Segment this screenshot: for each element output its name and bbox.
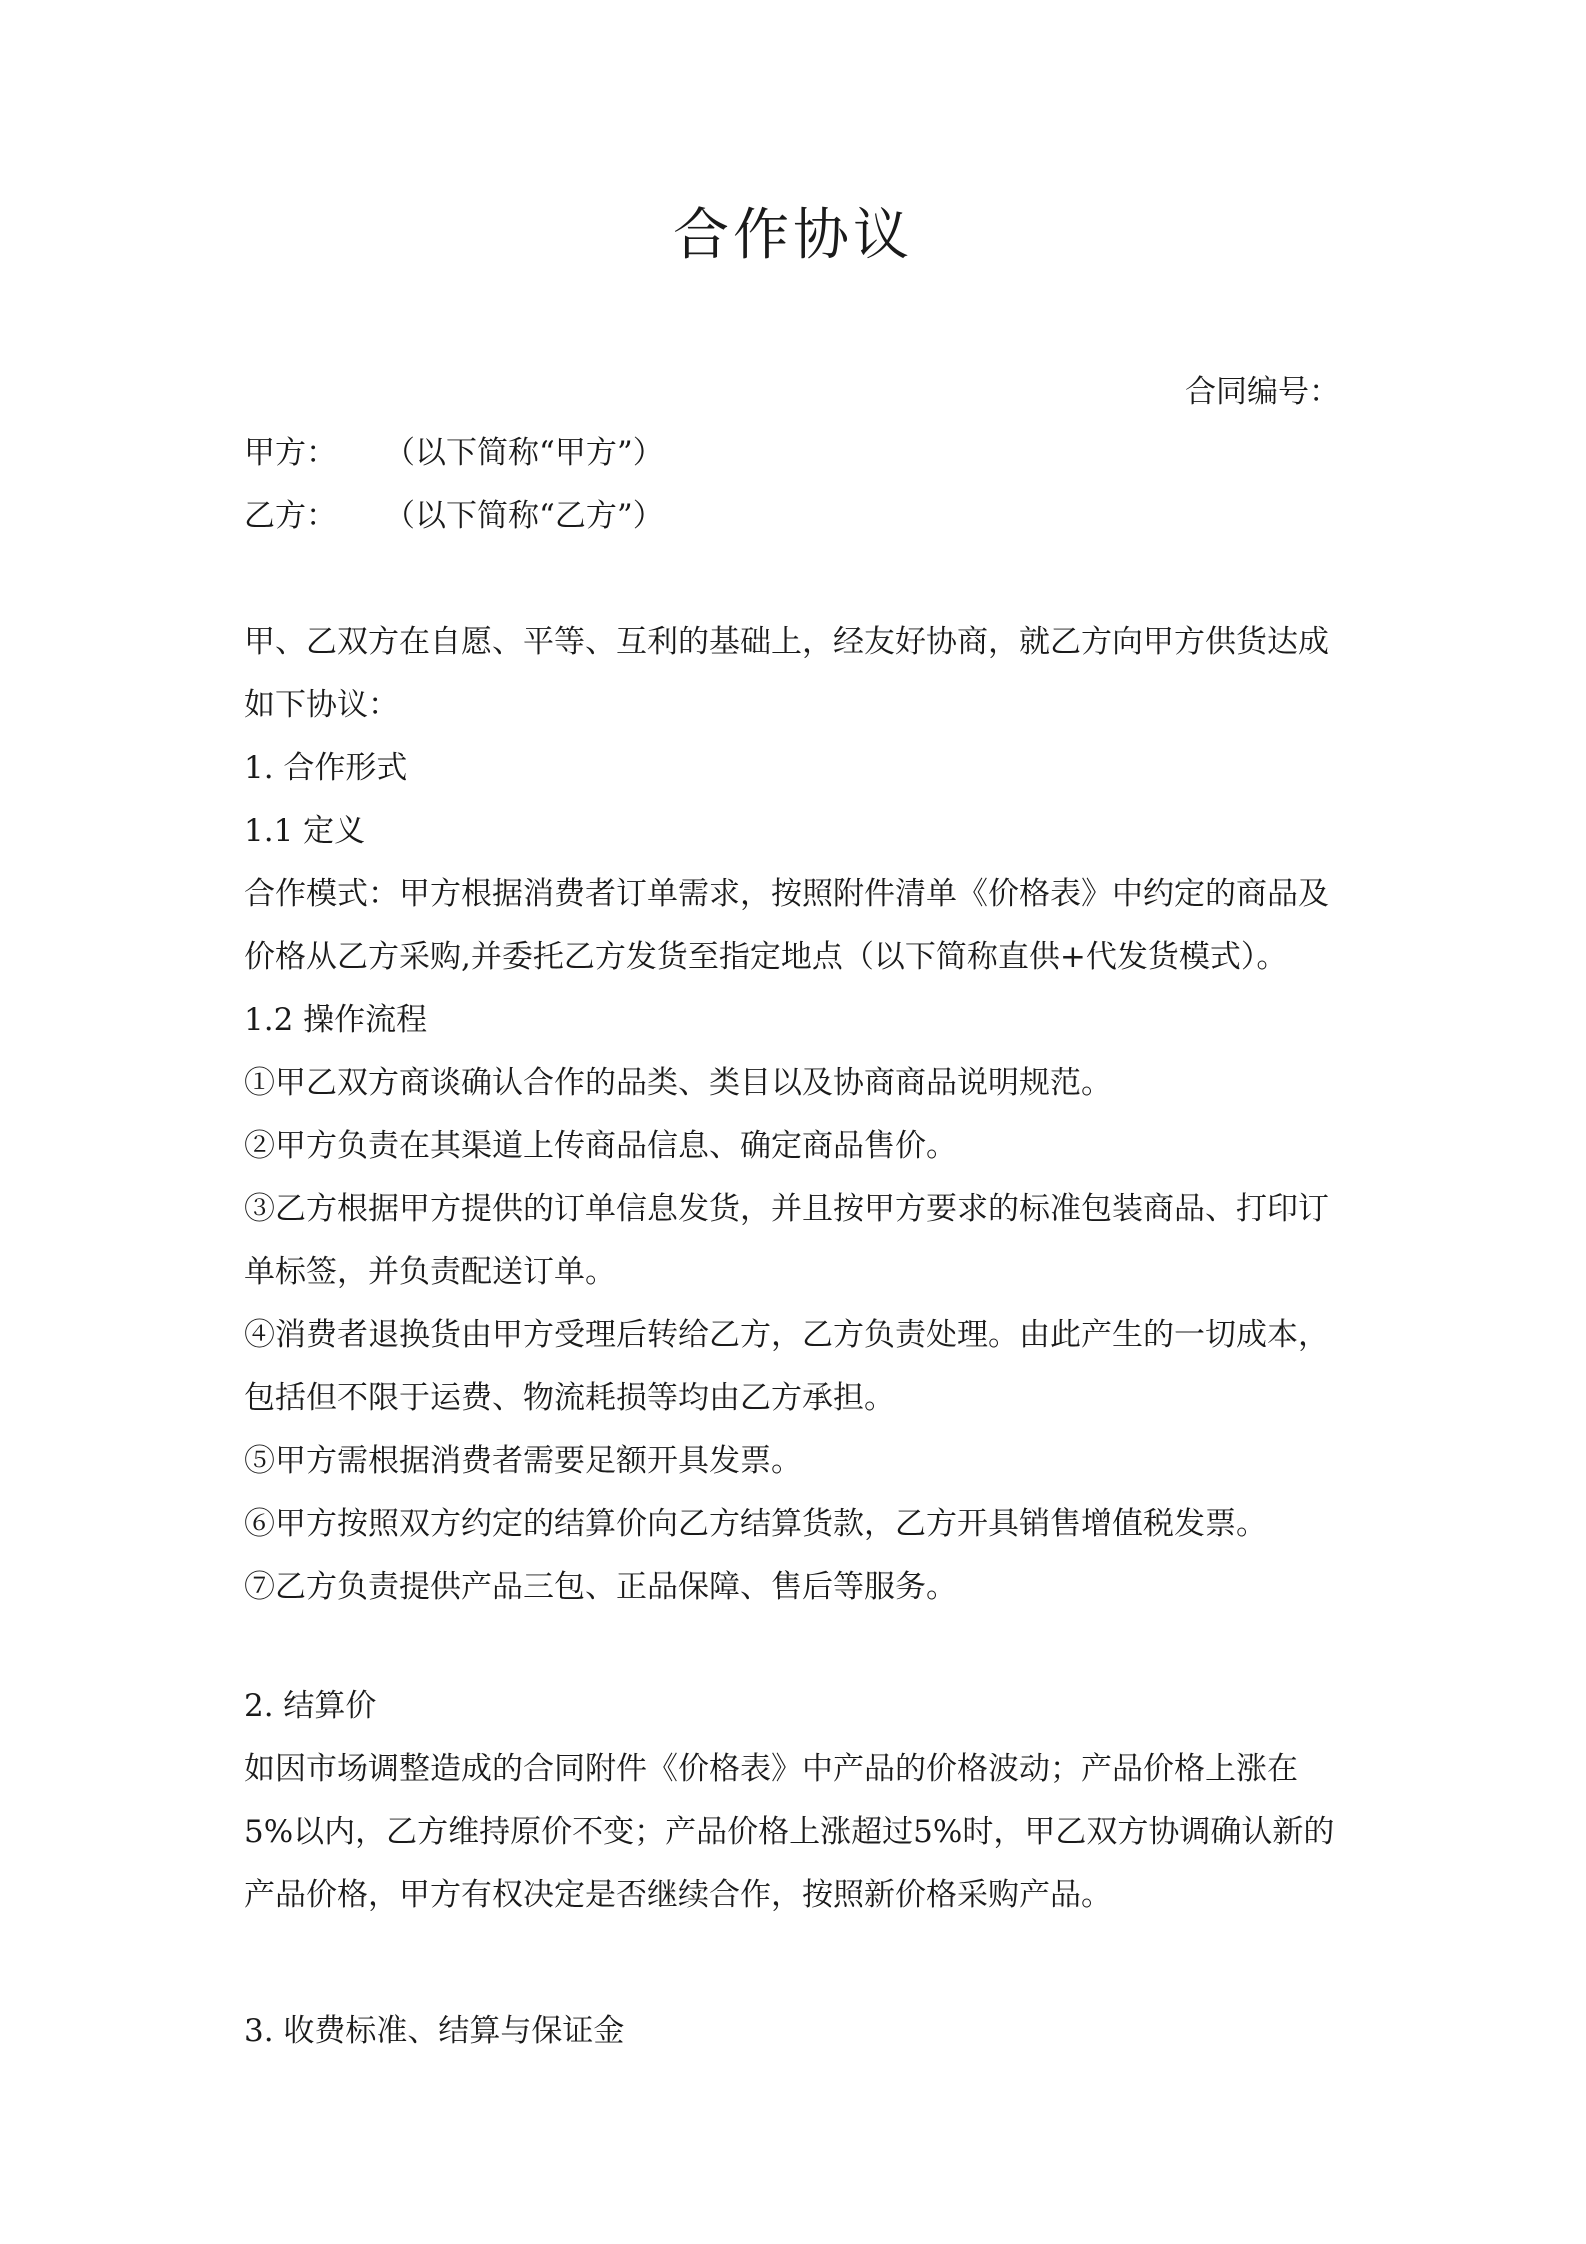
definition-line: 价格从乙方采购,并委托乙方发货至指定地点（以下简称直供+代发货模式）。 [244,939,1288,975]
definition-line: 合作模式：甲方根据消费者订单需求，按照附件清单《价格表》中约定的商品及 [244,876,1329,912]
party-a-alias: （以下简称“甲方”） [384,435,664,471]
party-a-line [244,422,1364,485]
section-2-text-line: 如因市场调整造成的合同附件《价格表》中产品的价格波动；产品价格上涨在 [244,1751,1298,1787]
document-title: 合作协议 [673,203,913,268]
party-b-line [244,485,1364,548]
party-b-alias: （以下简称“乙方”） [384,498,664,534]
process-step-line: 单标签，并负责配送订单。 [244,1254,616,1290]
section-1-2-heading: 1.2 操作流程 [244,1002,428,1038]
section-2-text-line: 产品价格，甲方有权决定是否继续合作，按照新价格采购产品。 [244,1877,1112,1913]
intro-line: 如下协议： [244,687,399,723]
intro-line: 甲、乙双方在自愿、平等、互利的基础上，经友好协商，就乙方向甲方供货达成 [244,624,1329,660]
main-body [244,611,1364,1619]
party-a-label: 甲方： [244,435,337,471]
section-1-heading: 1. 合作形式 [244,750,408,786]
party-b-label: 乙方： [244,498,337,534]
process-step-line: ⑦乙方负责提供产品三包、正品保障、售后等服务。 [244,1569,957,1605]
section-2-text-line: 5%以内，乙方维持原价不变；产品价格上涨超过5%时，甲乙双方协调确认新的 [244,1814,1335,1850]
process-step-line: ①甲乙双方商谈确认合作的品类、类目以及协商商品说明规范。 [244,1065,1112,1101]
process-step-line: ④消费者退换货由甲方受理后转给乙方，乙方负责处理。由此产生的一切成本， [244,1317,1329,1353]
process-step-line: ⑤甲方需根据消费者需要足额开具发票。 [244,1443,802,1479]
parties-block [244,422,1364,548]
contract-number-label: 合同编号： [1185,374,1340,410]
section-2 [244,1675,1364,1927]
process-step-line: ③乙方根据甲方提供的订单信息发货，并且按甲方要求的标准包装商品、打印订 [244,1191,1329,1227]
process-step-line: ⑥甲方按照双方约定的结算价向乙方结算货款，乙方开具销售增值税发票。 [244,1506,1267,1542]
section-2-heading: 2. 结算价 [244,1688,377,1724]
section-3 [244,2000,1364,2063]
section-1-1-heading: 1.1 定义 [244,813,366,849]
section-3-heading: 3. 收费标准、结算与保证金 [244,2013,625,2049]
process-step-line: ②甲方负责在其渠道上传商品信息、确定商品售价。 [244,1128,957,1164]
process-step-line: 包括但不限于运费、物流耗损等均由乙方承担。 [244,1380,895,1416]
